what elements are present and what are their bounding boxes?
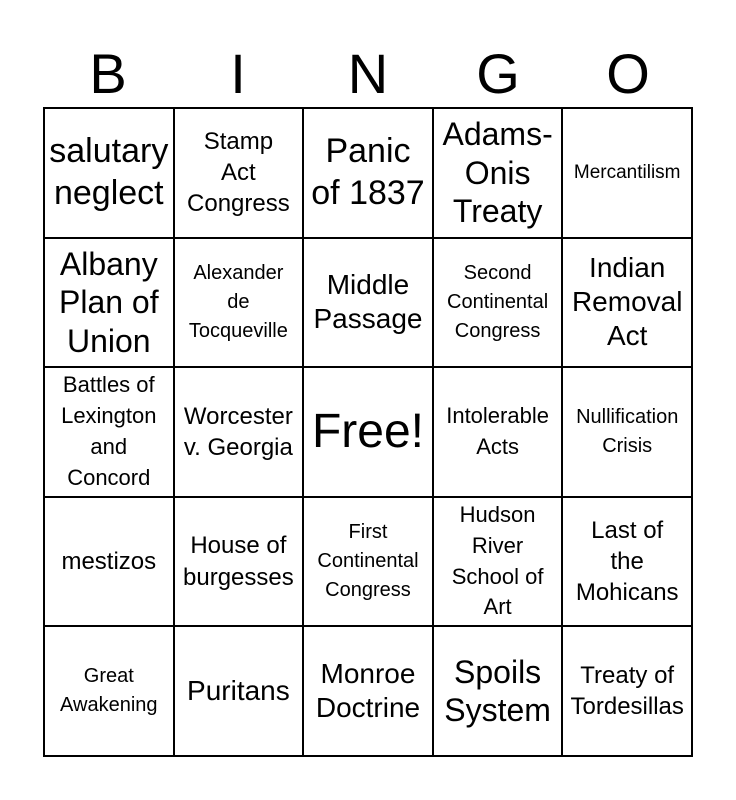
bingo-cell[interactable]: Treaty of Tordesillas <box>562 626 692 756</box>
header-letter-n: N <box>347 42 389 105</box>
bingo-cell[interactable]: Panic of 1837 <box>303 108 433 238</box>
bingo-cell[interactable]: Monroe Doctrine <box>303 626 433 756</box>
header-letter-o: O <box>606 42 650 105</box>
bingo-cell[interactable]: mestizos <box>44 497 174 627</box>
bingo-cell[interactable]: Stamp Act Congress <box>174 108 304 238</box>
bingo-cell[interactable]: Second Continental Congress <box>433 238 563 368</box>
bingo-grid <box>43 107 693 757</box>
bingo-cell[interactable]: Adams- Onis Treaty <box>433 108 563 238</box>
bingo-cell[interactable]: Battles of Lexington and Concord <box>44 367 174 497</box>
bingo-cell[interactable]: Spoils System <box>433 626 563 756</box>
bingo-cell[interactable]: Albany Plan of Union <box>44 238 174 368</box>
bingo-cell[interactable]: Intolerable Acts <box>433 367 563 497</box>
bingo-cell[interactable]: salutary neglect <box>44 108 174 238</box>
header-letter-i: I <box>230 42 246 105</box>
free-space[interactable]: Free! <box>303 367 433 497</box>
bingo-cell[interactable]: Hudson River School of Art <box>433 497 563 627</box>
bingo-cell[interactable]: Mercantilism <box>562 108 692 238</box>
bingo-cell[interactable]: Worcester v. Georgia <box>174 367 304 497</box>
bingo-cell[interactable]: Puritans <box>174 626 304 756</box>
bingo-cell[interactable]: Indian Removal Act <box>562 238 692 368</box>
bingo-cell[interactable]: Alexander de Tocqueville <box>174 238 304 368</box>
bingo-cell[interactable]: First Continental Congress <box>303 497 433 627</box>
header-letter-g: G <box>476 42 520 105</box>
header-letter-b: B <box>89 42 127 105</box>
bingo-cell[interactable]: Middle Passage <box>303 238 433 368</box>
bingo-cell[interactable]: Last of the Mohicans <box>562 497 692 627</box>
bingo-cell[interactable]: Great Awakening <box>44 626 174 756</box>
bingo-cell[interactable]: Nullification Crisis <box>562 367 692 497</box>
bingo-cell[interactable]: House of burgesses <box>174 497 304 627</box>
bingo-header <box>43 40 693 108</box>
